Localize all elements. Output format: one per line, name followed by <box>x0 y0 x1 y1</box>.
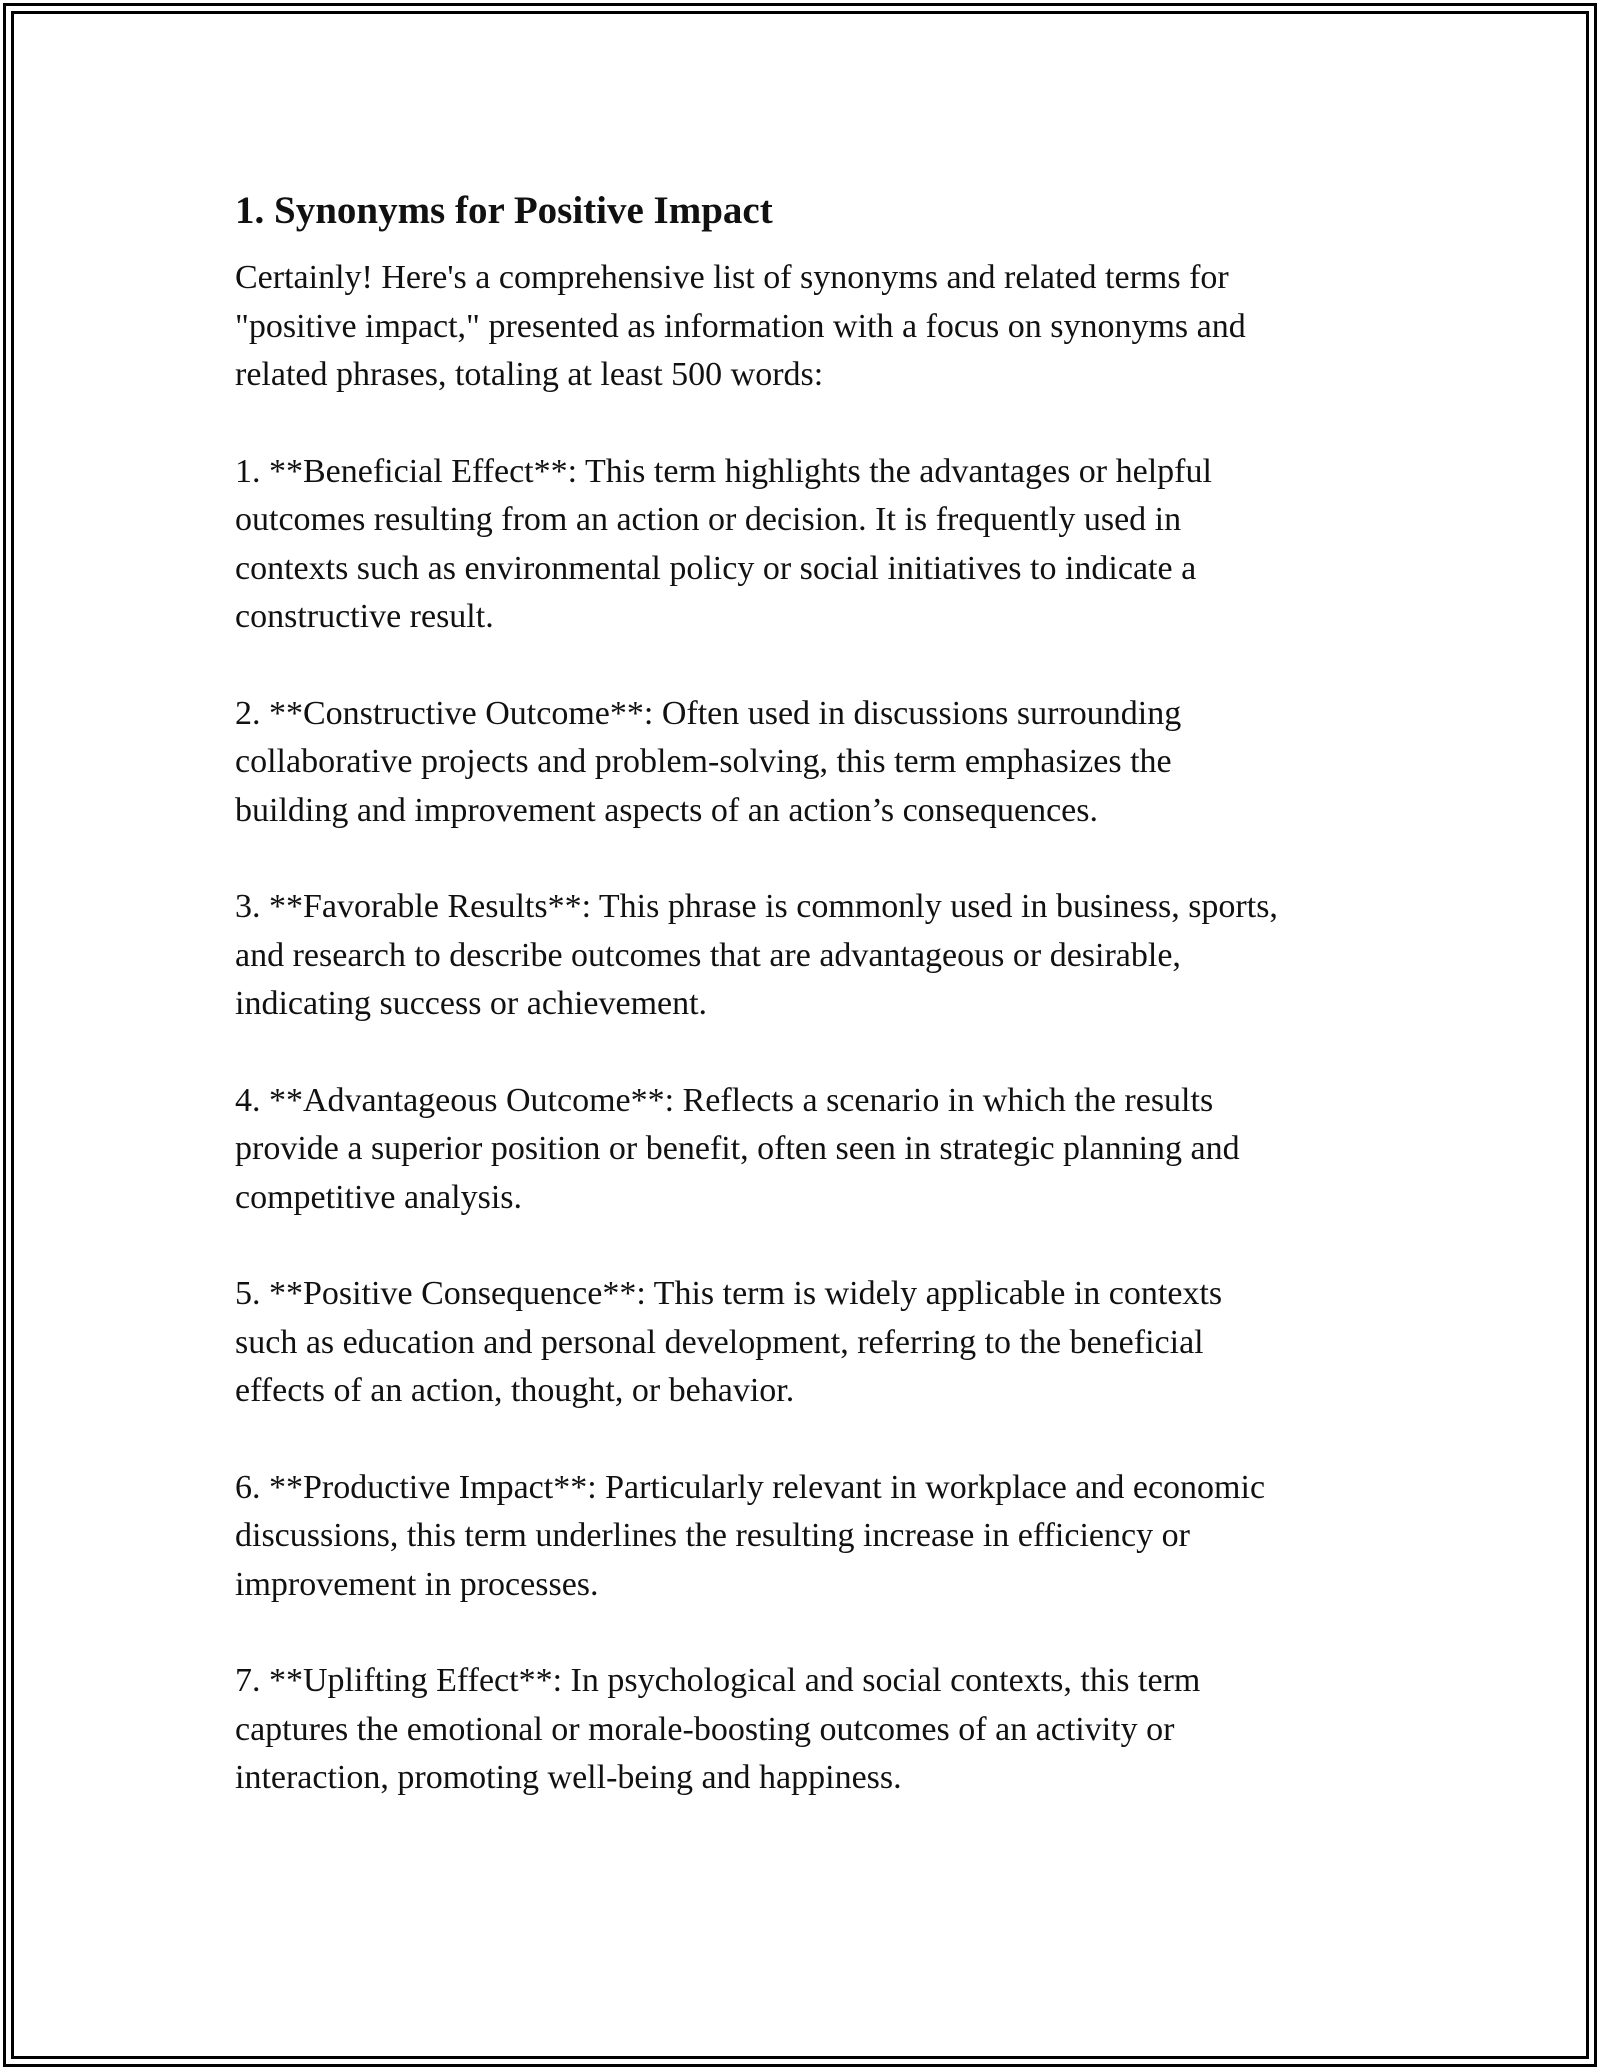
intro-paragraph: Certainly! Here's a comprehensive list of synonyms and related terms for "positive impact," presented as information with a focus on synonyms and related phrases, totaling at least 500 words: <box>235 259 1246 393</box>
list-item-favorable-results: 3. **Favorable Results**: This phrase is commonly used in business, sports, and research to describe outcomes that are advantageous or desirable, indicating success or achievement. <box>235 888 1278 1022</box>
document-body <box>235 185 1370 1803</box>
list-item-uplifting-effect: 7. **Uplifting Effect**: In psychological and social contexts, this term captures the emotional or morale-boosting outcomes of an activity or interaction, promoting well-being and happiness. <box>235 1662 1201 1796</box>
list-item-productive-impact: 6. **Productive Impact**: Particularly relevant in workplace and economic discussions, this term underlines the resulting increase in efficiency or improvement in processes. <box>235 1468 1266 1603</box>
list-item-beneficial-effect: 1. **Beneficial Effect**: This term highlights the advantages or helpful outcomes resulting from an action or decision. It is frequently used in contexts such as environmental policy or social initiatives to indicate a constructive result. <box>235 452 1212 635</box>
list-item-advantageous-outcome: 4. **Advantageous Outcome**: Reflects a scenario in which the results provide a superior position or benefit, often seen in strategic planning and competitive analysis. <box>235 1081 1240 1216</box>
list-item-constructive-outcome: 2. **Constructive Outcome**: Often used in discussions surrounding collaborative projects and problem-solving, this term emphasizes the building and improvement aspects of an action’s consequences. <box>235 694 1182 829</box>
section-heading: 1. Synonyms for Positive Impact <box>235 189 773 232</box>
list-item-positive-consequence: 5. **Positive Consequence**: This term is widely applicable in contexts such as education and personal development, referring to the beneficial effects of an action, thought, or behavior. <box>235 1275 1223 1409</box>
